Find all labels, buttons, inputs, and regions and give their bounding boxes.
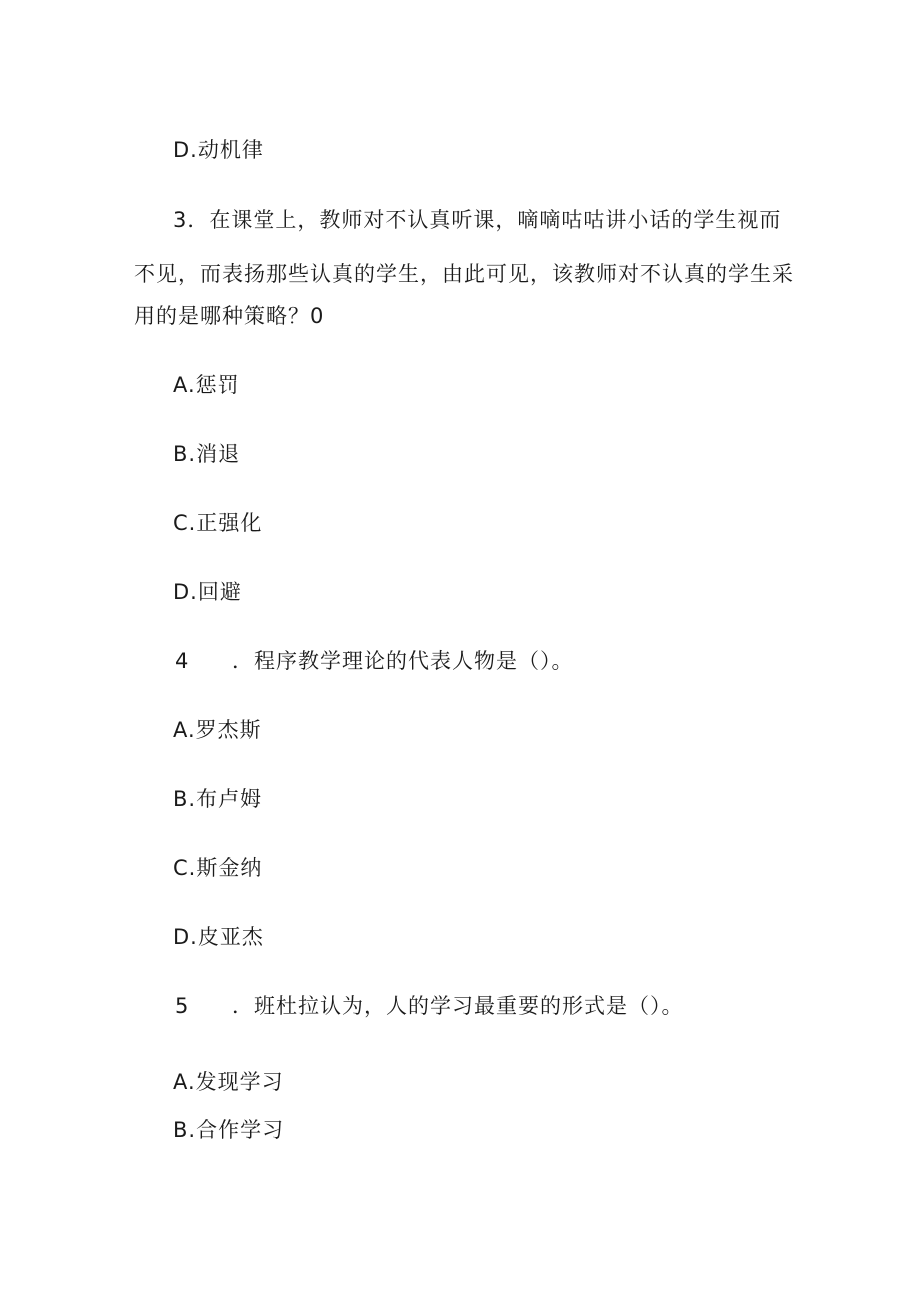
q5-number: 5	[175, 994, 190, 1018]
q4-question	[175, 647, 574, 675]
q4-option-d: D.皮亚杰	[173, 925, 264, 949]
q5-option-b: B.合作学习	[173, 1118, 285, 1142]
q4-number: 4	[175, 649, 190, 673]
q3-option-c: C.正强化	[173, 511, 263, 535]
q2-option-d: D.动机律	[173, 138, 264, 162]
q5-question	[175, 992, 684, 1020]
q3-text-line-1: 3．在课堂上，教师对不认真听课，嘀嘀咕咕讲小话的学生视而	[173, 208, 782, 232]
q3-option-d: D.回避	[173, 580, 242, 604]
q4-option-b: B.布卢姆	[173, 787, 263, 811]
q3-text-line-2: 不见，而表扬那些认真的学生，由此可见，该教师对不认真的学生采	[134, 262, 794, 286]
q4-option-a: A.罗杰斯	[173, 718, 262, 742]
q5-option-a: A.发现学习	[173, 1070, 284, 1094]
q4-text: ．程序教学理论的代表人物是（）。	[232, 649, 574, 673]
q5-text: ．班杜拉认为，人的学习最重要的形式是（）。	[232, 994, 684, 1018]
q3-text-line-3: 用的是哪种策略？0	[134, 304, 325, 328]
q3-option-b: B.消退	[173, 442, 241, 466]
q3-option-a: A.惩罚	[173, 373, 240, 397]
q4-option-c: C.斯金纳	[173, 856, 263, 880]
